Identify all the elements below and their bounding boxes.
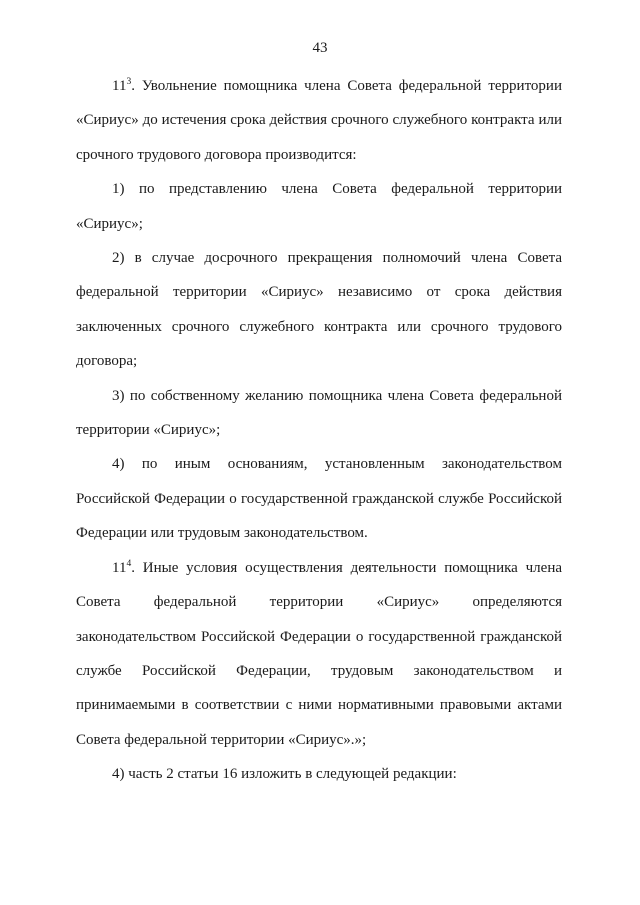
paragraph-text: . Увольнение помощника члена Совета федеральной территории «Сириус» до истечения срока действия срочного служебного контракта или срочного трудового договора производится: bbox=[76, 78, 562, 163]
list-item-4: 4) по иным основаниям, установленным законодательством Российской Федерации о государственной гражданской службе Российской Федерации или трудовым законодательством. bbox=[76, 456, 562, 542]
paragraph-11-4 bbox=[76, 551, 562, 757]
paragraph-number: 11 bbox=[112, 559, 127, 576]
list-item-1: 1) по представлению члена Совета федеральной территории «Сириус»; bbox=[76, 181, 562, 232]
list-item-2: 2) в случае досрочного прекращения полномочий члена Совета федеральной территории «Сириус» независимо от срока действия заключенных срочного служебного контракта или срочного трудового договора; bbox=[76, 250, 562, 370]
page-number: 43 bbox=[312, 40, 328, 56]
document-body bbox=[76, 69, 562, 792]
list-item-3: 3) по собственному желанию помощника члена Совета федеральной территории «Сириус»; bbox=[76, 387, 562, 439]
paragraph-11-3 bbox=[76, 69, 562, 172]
paragraph-number: 11 bbox=[112, 78, 127, 94]
amendment-item-4: 4) часть 2 статьи 16 изложить в следующей редакции: bbox=[112, 766, 457, 783]
superscript-index: 4 bbox=[126, 558, 132, 569]
paragraph-text: . Иные условия осуществления деятельности помощника члена Совета федеральной территории «Сириус» определяются законодательством Российской Федерации о государственной гражданской службе Российской Федерации, трудовым законодательством и принимаемыми в соответствии с ними нормативными правовыми актами Совета федеральной территории «Сириус».»; bbox=[76, 559, 562, 748]
superscript-index: 3 bbox=[126, 77, 132, 87]
